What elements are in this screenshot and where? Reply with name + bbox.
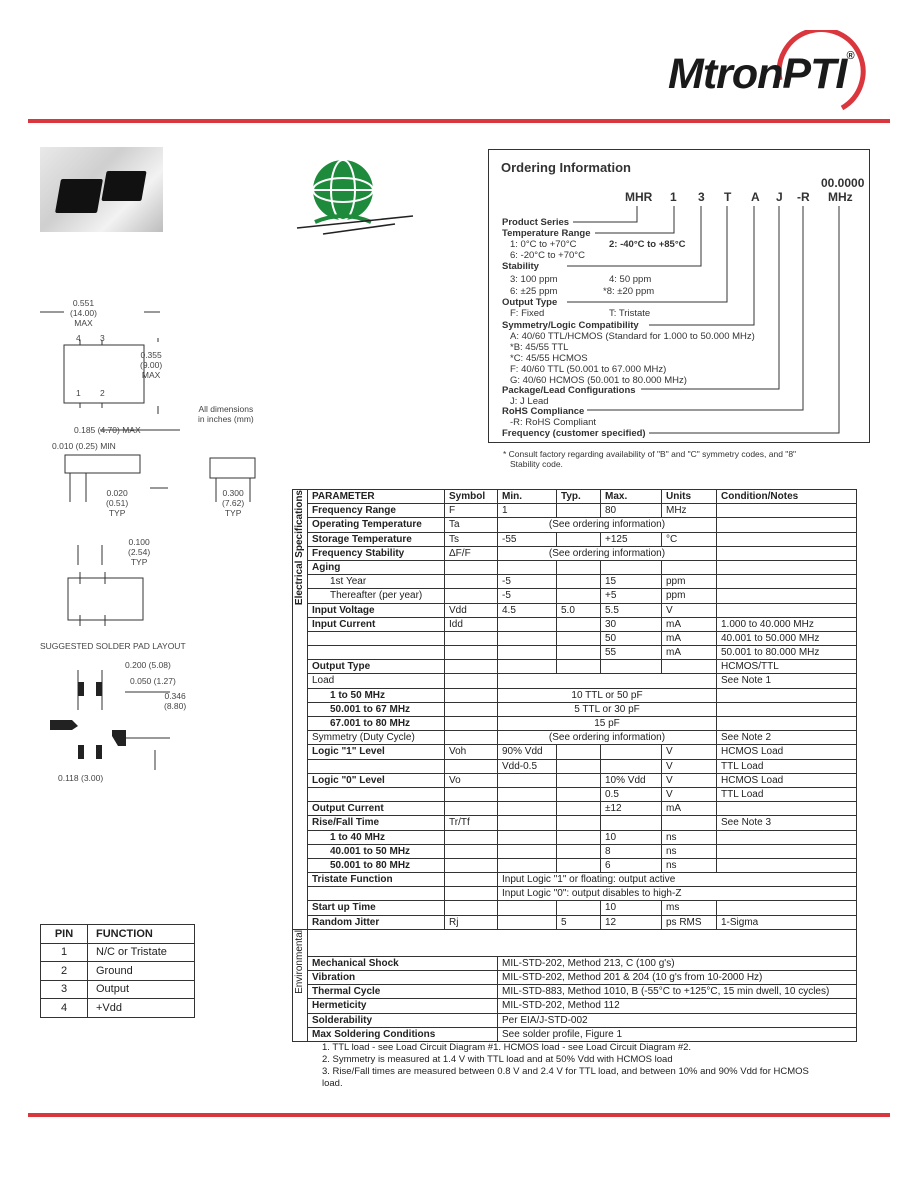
chip-image bbox=[55, 179, 103, 213]
code-series: MHR bbox=[625, 190, 653, 204]
chip-image bbox=[101, 171, 146, 201]
order-line: Symmetry/Logic Compatibility bbox=[502, 320, 639, 331]
dim-body-height: 0.185 (4.70) MAX bbox=[74, 425, 141, 435]
table-row: 0.5 V TTL Load bbox=[293, 787, 857, 801]
ordering-info-box bbox=[488, 149, 870, 443]
table-row: Logic "1" Level Voh 90% Vdd V HCMOS Load bbox=[293, 745, 857, 759]
table-row: Thermal Cycle MIL-STD-883, Method 1010, B (-55°C to +125°C, 15 min dwell, 10 cycles) bbox=[293, 985, 857, 999]
pin-table bbox=[40, 924, 195, 1018]
col-header: Min. bbox=[498, 490, 557, 504]
table-row: Tristate Function Input Logic "1" or floating: output active bbox=[293, 873, 857, 887]
table-row: Output Current ±12 mA bbox=[293, 802, 857, 816]
table-row: Vdd-0.5 V TTL Load bbox=[293, 759, 857, 773]
pad-dim: 0.200 (5.08) bbox=[125, 660, 171, 670]
pad-dim: 0.050 (1.27) bbox=[130, 676, 176, 686]
side-label-electrical: Electrical Specifications bbox=[293, 490, 308, 930]
order-line: 1: 0°C to +70°C bbox=[510, 239, 577, 250]
pin-number: 2 bbox=[41, 962, 88, 981]
table-row: Aging bbox=[293, 560, 857, 574]
table-row: Random Jitter Rj 5 12 ps RMS 1-Sigma bbox=[293, 915, 857, 929]
freq-example: 00.0000 bbox=[821, 176, 865, 190]
table-row: 50.001 to 67 MHz 5 TTL or 30 pF bbox=[293, 702, 857, 716]
pin-number: 1 bbox=[41, 943, 88, 962]
table-row: Max Soldering Conditions See solder profile, Figure 1 bbox=[293, 1027, 857, 1041]
col-header: Typ. bbox=[557, 490, 601, 504]
pin-number: 3 bbox=[41, 980, 88, 999]
pin-header: PIN bbox=[41, 925, 88, 944]
order-line-right: 4: 50 ppm bbox=[609, 274, 652, 285]
order-line: A: 40/60 TTL/HCMOS (Standard for 1.000 to 50.000 MHz) bbox=[510, 331, 755, 342]
table-row: Vibration MIL-STD-202, Method 201 & 204 (10 g's from 10-2000 Hz) bbox=[293, 971, 857, 985]
dim-standoff: 0.010 (0.25) MIN bbox=[52, 441, 116, 451]
order-line: Output Type bbox=[502, 297, 558, 308]
code-freq: MHz bbox=[828, 190, 853, 204]
table-row: Start up Time 10 ms bbox=[293, 901, 857, 915]
pin-function: Output bbox=[88, 980, 195, 999]
table-row: Load See Note 1 bbox=[293, 674, 857, 688]
footer-rule bbox=[28, 1113, 890, 1117]
company-logo bbox=[660, 30, 890, 120]
order-line-right: *8: ±20 ppm bbox=[603, 286, 655, 297]
table-row: Input Current Idd 30 mA 1.000 to 40.000 MHz bbox=[293, 617, 857, 631]
table-row: Input Logic "0": output disables to high-Z bbox=[293, 887, 857, 901]
order-line: Stability bbox=[502, 261, 539, 272]
table-row: Mechanical Shock MIL-STD-202, Method 213, C (100 g's) bbox=[293, 956, 857, 970]
order-line: Temperature Range bbox=[502, 228, 591, 239]
table-row: 1 to 40 MHz 10 ns bbox=[293, 830, 857, 844]
note-1: 1. TTL load - see Load Circuit Diagram #1. HCMOS load - see Load Circuit Diagram #2. bbox=[322, 1042, 692, 1053]
pin-label: 1 bbox=[76, 388, 81, 398]
table-row: Storage Temperature Ts -55 +125 °C bbox=[293, 532, 857, 546]
code-rohs: -R bbox=[797, 190, 810, 204]
table-row: Thereafter (per year) -5 +5 ppm bbox=[293, 589, 857, 603]
table-row: Frequency Stability ΔF/F (See ordering information) bbox=[293, 546, 857, 560]
order-line: *C: 45/55 HCMOS bbox=[510, 353, 588, 364]
table-row: Solderability Per EIA/J-STD-002 bbox=[293, 1013, 857, 1027]
ordering-footnote: * Consult factory regarding availability of "B" and "C" symmetry codes, and "8" bbox=[503, 449, 797, 459]
col-header: PARAMETER bbox=[308, 490, 445, 504]
order-line: F: 40/60 TTL (50.001 to 67.000 MHz) bbox=[510, 364, 667, 375]
order-line: 3: 100 ppm bbox=[510, 274, 558, 285]
spec-table bbox=[292, 489, 857, 1042]
pad-dim: 0.118 (3.00) bbox=[58, 773, 104, 783]
dim-pitch: 0.100 (2.54) TYP bbox=[128, 537, 151, 567]
pin-label: 4 bbox=[76, 333, 81, 343]
order-line: 6: ±25 ppm bbox=[510, 286, 558, 297]
order-line: RoHS Compliance bbox=[502, 406, 585, 417]
ordering-title: Ordering Information bbox=[501, 160, 631, 175]
table-row bbox=[293, 929, 857, 956]
order-line: Product Series bbox=[502, 217, 570, 228]
ordering-footnote: Stability code. bbox=[510, 459, 563, 469]
order-line: -R: RoHS Compliant bbox=[510, 417, 597, 428]
pin-label: 2 bbox=[100, 388, 105, 398]
dim-end: 0.300 (7.62) TYP bbox=[222, 488, 245, 518]
table-row: Operating Temperature Ta (See ordering information) bbox=[293, 518, 857, 532]
rohs-globe-icon bbox=[295, 150, 415, 240]
order-line: G: 40/60 HCMOS (50.001 to 80.000 MHz) bbox=[510, 375, 687, 386]
table-row: Output Type HCMOS/TTL bbox=[293, 660, 857, 674]
table-row: 50 mA 40.001 to 50.000 MHz bbox=[293, 631, 857, 645]
table-row: Logic "0" Level Vo 10% Vdd V HCMOS Load bbox=[293, 773, 857, 787]
pin-function: N/C or Tristate bbox=[88, 943, 195, 962]
table-row: Input Voltage Vdd 4.5 5.0 5.5 V bbox=[293, 603, 857, 617]
order-line: 6: -20°C to +70°C bbox=[510, 250, 585, 261]
table-row: 1 to 50 MHz 10 TTL or 50 pF bbox=[293, 688, 857, 702]
logo-text: MtronPTI® bbox=[668, 50, 854, 98]
pin-function: Ground bbox=[88, 962, 195, 981]
col-header: Max. bbox=[601, 490, 662, 504]
code-package: J bbox=[776, 190, 783, 204]
product-photo bbox=[40, 147, 163, 232]
pad-dim: 0.346 (8.80) bbox=[164, 691, 187, 711]
table-row: Rise/Fall Time Tr/Tf See Note 3 bbox=[293, 816, 857, 830]
dim-height: 0.355 (9.00) MAX bbox=[140, 350, 163, 380]
order-line: Frequency (customer specified) bbox=[502, 428, 646, 439]
side-label-environmental: Environmental bbox=[293, 929, 308, 1041]
dim-lead: 0.020 (0.51) TYP bbox=[106, 488, 129, 518]
order-line: J: J Lead bbox=[510, 396, 549, 407]
note-3-cont: load. bbox=[322, 1078, 343, 1089]
table-row: Frequency Range F 1 80 MHz bbox=[293, 504, 857, 518]
all-dims-note: All dimensions in inches (mm) bbox=[198, 404, 254, 424]
order-line: Package/Lead Configurations bbox=[502, 385, 636, 396]
table-row: 1st Year -5 15 ppm bbox=[293, 575, 857, 589]
table-row: Symmetry (Duty Cycle) (See ordering information) See Note 2 bbox=[293, 731, 857, 745]
pin-number: 4 bbox=[41, 999, 88, 1018]
function-header: FUNCTION bbox=[88, 925, 195, 944]
table-row: 50.001 to 80 MHz 6 ns bbox=[293, 858, 857, 872]
code-symmetry: A bbox=[751, 190, 760, 204]
note-3: 3. Rise/Fall times are measured between 0.8 V and 2.4 V for TTL load, and between 10% and 90% Vdd for HCMOS bbox=[322, 1066, 809, 1077]
table-row: Hermeticity MIL-STD-202, Method 112 bbox=[293, 999, 857, 1013]
code-temp: 1 bbox=[670, 190, 677, 204]
table-row: 40.001 to 50 MHz 8 ns bbox=[293, 844, 857, 858]
code-stability: 3 bbox=[698, 190, 705, 204]
dim-width: 0.551 (14.00) MAX bbox=[70, 298, 97, 328]
order-line: *B: 45/55 TTL bbox=[510, 342, 569, 353]
suggested-pad-title: SUGGESTED SOLDER PAD LAYOUT bbox=[40, 641, 186, 651]
table-row: 67.001 to 80 MHz 15 pF bbox=[293, 717, 857, 731]
col-header: Symbol bbox=[445, 490, 498, 504]
note-2: 2. Symmetry is measured at 1.4 V with TTL load and at 50% Vdd with HCMOS load bbox=[322, 1054, 673, 1065]
order-line-right: 2: -40°C to +85°C bbox=[609, 239, 686, 250]
order-line: F: Fixed bbox=[510, 308, 545, 319]
table-row: 55 mA 50.001 to 80.000 MHz bbox=[293, 646, 857, 660]
pin-label: 3 bbox=[100, 333, 105, 343]
col-header: Units bbox=[662, 490, 717, 504]
col-header: Condition/Notes bbox=[717, 490, 857, 504]
pin-function: +Vdd bbox=[88, 999, 195, 1018]
ordering-leader-lines bbox=[489, 150, 869, 442]
code-output: T bbox=[724, 190, 732, 204]
order-line-right: T: Tristate bbox=[609, 308, 651, 319]
